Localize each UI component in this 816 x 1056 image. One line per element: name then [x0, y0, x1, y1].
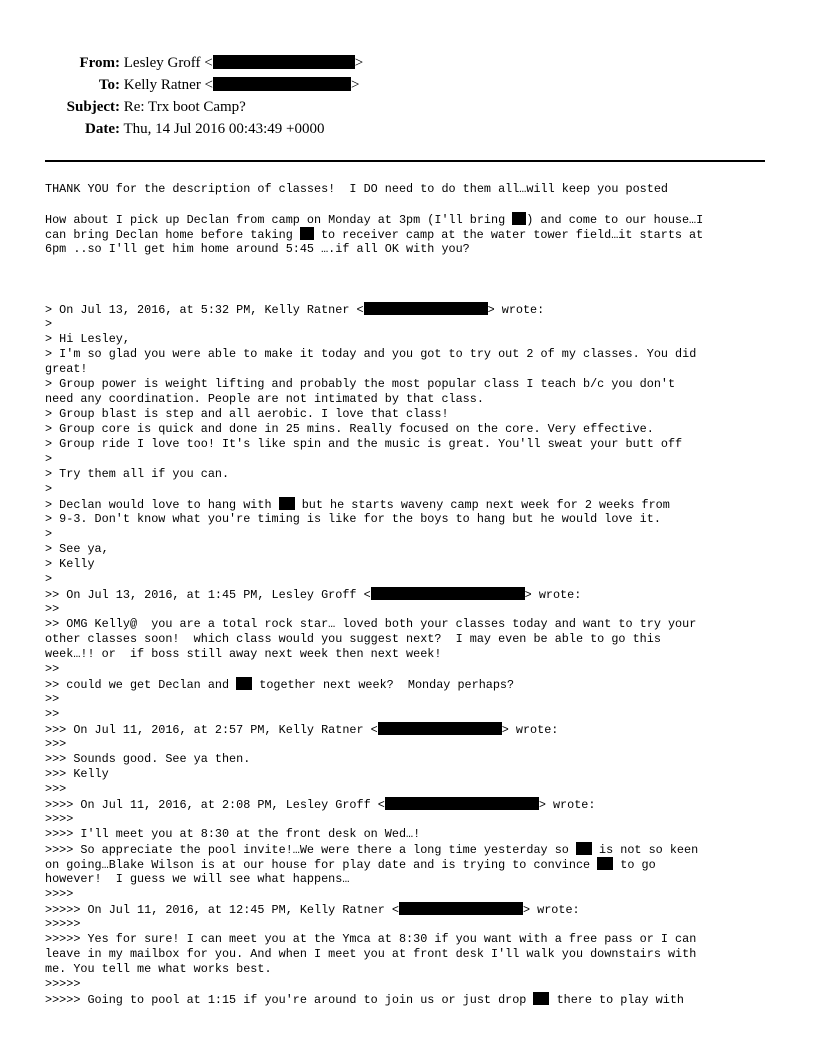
text-segment: > wrote: — [501, 723, 559, 737]
quoted-line: need any coordination. People are not intimated by that class. — [45, 392, 484, 406]
redaction-block — [378, 722, 502, 735]
blank-line — [45, 197, 785, 212]
quoted-line: > Kelly — [45, 557, 95, 571]
redaction-block — [399, 902, 523, 915]
quoted-line: > I'm so glad you were able to make it today and you got to try out 2 of my classes. You did — [45, 347, 697, 361]
email-body — [45, 182, 785, 1007]
text-segment: > Declan would love to hang with — [45, 498, 279, 512]
text-segment: >>>> So appreciate the pool invite!…We were there a long time yesterday so — [45, 843, 576, 857]
quoted-line: >>>>> — [45, 977, 81, 991]
redaction-block — [300, 227, 314, 240]
text-segment: on going…Blake Wilson is at our house for play date and is trying to convince — [45, 858, 598, 872]
text-segment: >> On Jul 13, 2016, at 1:45 PM, Lesley Groff < — [45, 588, 371, 602]
redaction-block — [533, 992, 549, 1005]
quoted-line: week…!! or if boss still away next week then next week! — [45, 647, 442, 661]
quoted-line: however! I guess we will see what happens… — [45, 872, 350, 886]
text-segment: there to play with — [549, 993, 684, 1007]
text-segment: but he starts waveny camp next week for 2 weeks from — [294, 498, 670, 512]
text-segment: > wrote: — [524, 588, 582, 602]
quoted-line: leave in my mailbox for you. And when I meet you at front desk I'll walk you downstairs with — [45, 947, 697, 961]
quoted-line — [45, 842, 785, 857]
quoted-line: >>> Sounds good. See ya then. — [45, 752, 251, 766]
quoted-line: >>>> — [45, 812, 74, 826]
to-value: Kelly Ratner < — [123, 77, 214, 93]
to-label: To: — [98, 77, 120, 93]
text-segment: to receiver camp at the water tower field…it starts at — [313, 228, 704, 242]
text-segment: is not so keen — [591, 843, 699, 857]
text-segment: together next week? Monday perhaps? — [252, 678, 515, 692]
text-segment: >>>> On Jul 11, 2016, at 2:08 PM, Lesley Groff < — [45, 798, 385, 812]
text-segment: >>>>> Going to pool at 1:15 if you're around to join us or just drop — [45, 993, 534, 1007]
quoted-line: > Group core is quick and done in 25 mins. Really focused on the core. Very effective. — [45, 422, 654, 436]
quoted-line: > Try them all if you can. — [45, 467, 230, 481]
text-segment: > wrote: — [522, 903, 580, 917]
quoted-line — [45, 497, 785, 512]
body-line — [45, 212, 785, 227]
quoted-line: > — [45, 452, 53, 466]
redaction-block — [236, 677, 252, 690]
body-line — [45, 227, 785, 242]
from-row — [0, 52, 460, 74]
quoted-line — [45, 587, 785, 602]
blank-line — [45, 287, 785, 302]
quoted-line — [45, 992, 785, 1007]
quoted-line: other classes soon! which class would you suggest next? I may even be able to go this — [45, 632, 661, 646]
redaction-block — [576, 842, 592, 855]
quoted-line: > Group ride I love too! It's like spin and the music is great. You'll sweat your butt off — [45, 437, 683, 451]
text-segment: >>>>> On Jul 11, 2016, at 12:45 PM, Kelly Ratner < — [45, 903, 399, 917]
blank-line — [45, 272, 785, 287]
quoted-line: >>> Kelly — [45, 767, 109, 781]
redaction-block — [385, 797, 539, 810]
body-line: 6pm ..so I'll get him home around 5:45 ….if all OK with you? — [45, 242, 470, 256]
redaction-block — [512, 212, 526, 225]
text-segment: >>> On Jul 11, 2016, at 2:57 PM, Kelly Ratner < — [45, 723, 378, 737]
subject-row — [0, 96, 460, 118]
quoted-line: >>>>> — [45, 917, 81, 931]
header-divider — [45, 160, 765, 162]
from-value: Lesley Groff < — [123, 55, 213, 71]
date-label: Date: — [85, 121, 120, 137]
quoted-line: me. You tell me what works best. — [45, 962, 272, 976]
quoted-line: >>>> — [45, 887, 74, 901]
body-line: THANK YOU for the description of classes! I DO need to do them all…will keep you posted — [45, 182, 668, 196]
redaction-block — [597, 857, 613, 870]
text-segment: > wrote: — [487, 303, 545, 317]
date-row — [0, 118, 460, 140]
quoted-line: >>> — [45, 737, 67, 751]
redaction-block — [213, 77, 351, 91]
quoted-line — [45, 902, 785, 917]
email-header — [0, 52, 460, 140]
bracket: > — [354, 55, 364, 71]
quoted-line: >>> — [45, 782, 67, 796]
quoted-line — [45, 722, 785, 737]
quoted-line: >> OMG Kelly@ you are a total rock star… loved both your classes today and want to try your — [45, 617, 697, 631]
to-row — [0, 74, 460, 96]
bracket: > — [351, 77, 360, 93]
quoted-line: >> — [45, 602, 60, 616]
text-segment: ) and come to our house…I — [526, 213, 704, 227]
text-segment: How about I pick up Declan from camp on Monday at 3pm (I'll bring — [45, 213, 513, 227]
redaction-block — [213, 55, 355, 69]
subject-value: Re: Trx boot Camp? — [123, 99, 246, 115]
text-segment: > wrote: — [538, 798, 596, 812]
quoted-line: >>>>> Yes for sure! I can meet you at the Ymca at 8:30 if you want with a free pass or I can — [45, 932, 697, 946]
quoted-line: >>>> I'll meet you at 8:30 at the front desk on Wed…! — [45, 827, 421, 841]
redaction-block — [371, 587, 525, 600]
quoted-line: > See ya, — [45, 542, 109, 556]
quoted-line: >> — [45, 707, 60, 721]
quoted-line: > — [45, 527, 53, 541]
text-segment: >> could we get Declan and — [45, 678, 237, 692]
quoted-line: > — [45, 572, 53, 586]
quoted-line: > — [45, 317, 53, 331]
text-segment: > On Jul 13, 2016, at 5:32 PM, Kelly Ratner < — [45, 303, 364, 317]
redaction-block — [364, 302, 488, 315]
subject-label: Subject: — [66, 99, 120, 115]
quoted-line: >> — [45, 662, 60, 676]
quoted-line: > Hi Lesley, — [45, 332, 130, 346]
quoted-line: > 9-3. Don't know what you're timing is like for the boys to hang but he would love it. — [45, 512, 661, 526]
text-segment: can bring Declan home before taking — [45, 228, 300, 242]
quoted-line — [45, 302, 785, 317]
quoted-line — [45, 677, 785, 692]
from-label: From: — [79, 55, 120, 71]
quoted-line — [45, 797, 785, 812]
blank-line — [45, 257, 785, 272]
quoted-line: > Group blast is step and all aerobic. I love that class! — [45, 407, 449, 421]
text-segment: to go — [613, 858, 656, 872]
date-value: Thu, 14 Jul 2016 00:43:49 +0000 — [123, 121, 325, 137]
quoted-line: >> — [45, 692, 60, 706]
quoted-line: great! — [45, 362, 88, 376]
quoted-line: > — [45, 482, 53, 496]
quoted-line — [45, 857, 785, 872]
redaction-block — [279, 497, 295, 510]
quoted-line: > Group power is weight lifting and probably the most popular class I teach b/c you don't — [45, 377, 676, 391]
